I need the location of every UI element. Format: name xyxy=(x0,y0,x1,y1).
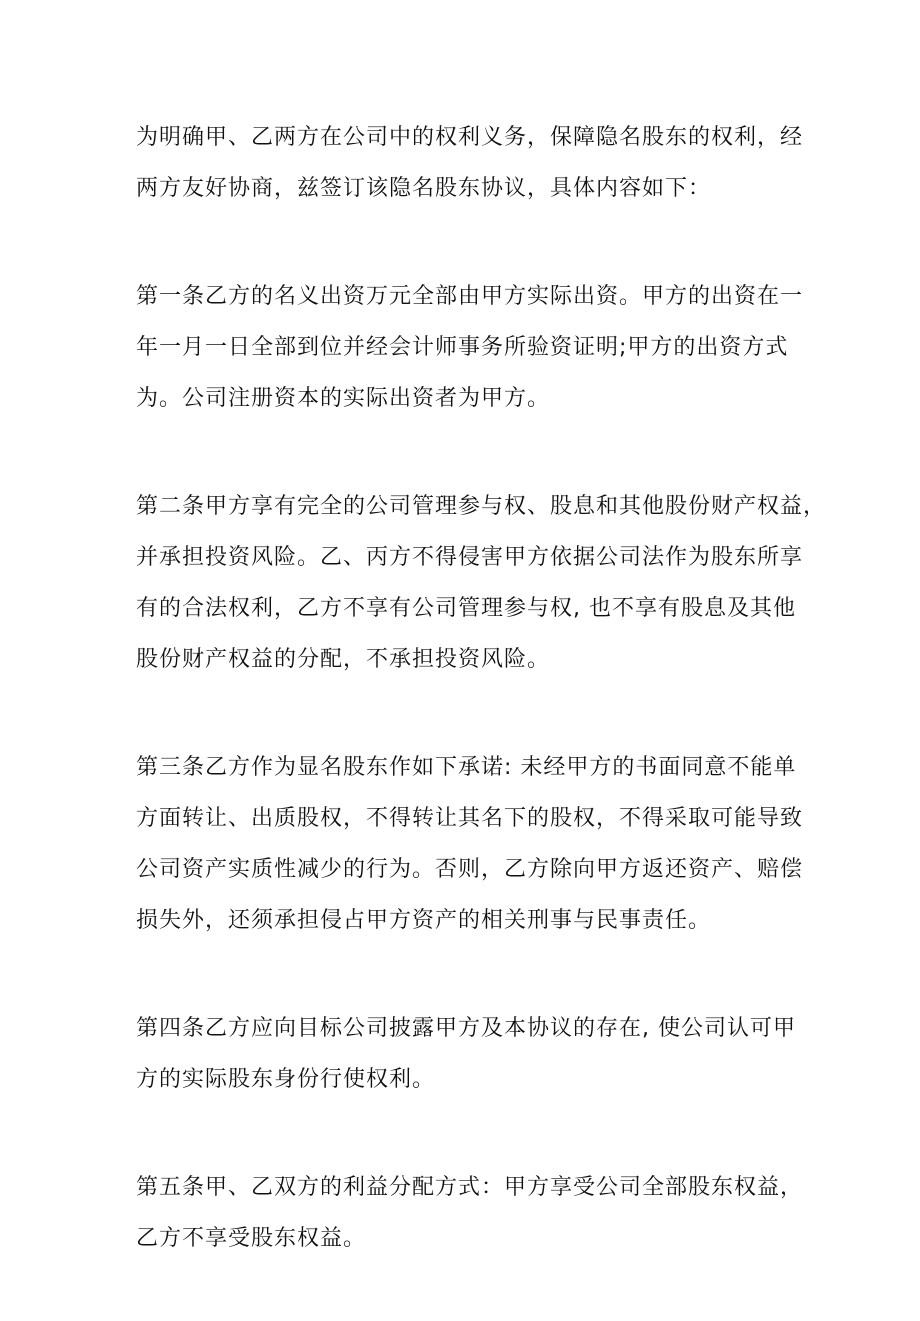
text-line: 损失外，还须承担侵占甲方资产的相关刑事与民事责任。 xyxy=(136,908,712,933)
text-line: 第一条乙方的名义出资万元全部由甲方实际出资。甲方的出资在一 xyxy=(136,284,804,309)
article-5-paragraph xyxy=(136,1162,808,1264)
text-line: 方的实际股东身份行使权利。 xyxy=(136,1067,436,1092)
text-line: 第四条乙方应向目标公司披露甲方及本协议的存在, 使公司认可甲 xyxy=(136,1016,796,1041)
text-line: 两方友好协商，兹签订该隐名股东协议，具体内容如下： xyxy=(136,176,712,201)
text-line: 公司资产实质性减少的行为。否则，乙方除向甲方返还资产、赔偿 xyxy=(136,857,804,882)
text-line: 并承担投资风险。乙、丙方不得侵害甲方依据公司法作为股东所享 xyxy=(136,545,804,570)
text-line: 年一月一日全部到位并经会计师事务所验资证明;甲方的出资方式 xyxy=(136,335,789,360)
text-line: 第五条甲、乙双方的利益分配方式：甲方享受公司全部股东权益， xyxy=(136,1175,804,1200)
text-line: 第三条乙方作为显名股东作如下承诺: 未经甲方的书面同意不能单 xyxy=(136,755,797,780)
text-line: 股份财产权益的分配，不承担投资风险。 xyxy=(136,647,551,672)
text-line: 为。公司注册资本的实际出资者为甲方。 xyxy=(136,386,551,411)
text-line: 第二条甲方享有完全的公司管理参与权、股息和其他股份财产权益， xyxy=(136,494,827,519)
article-1-paragraph xyxy=(136,271,808,424)
article-3-paragraph xyxy=(136,742,808,946)
text-line: 为明确甲、乙两方在公司中的权利义务，保障隐名股东的权利，经 xyxy=(136,125,804,150)
intro-paragraph xyxy=(136,112,808,214)
text-line: 方面转让、出质股权，不得转让其名下的股权，不得采取可能导致 xyxy=(136,806,804,831)
document-page xyxy=(136,112,827,1321)
article-4-paragraph xyxy=(136,1003,808,1105)
article-2-paragraph xyxy=(136,481,827,685)
text-line: 有的合法权利，乙方不享有公司管理参与权, 也不享有股息及其他 xyxy=(136,596,796,621)
text-line: 乙方不享受股东权益。 xyxy=(136,1226,367,1251)
